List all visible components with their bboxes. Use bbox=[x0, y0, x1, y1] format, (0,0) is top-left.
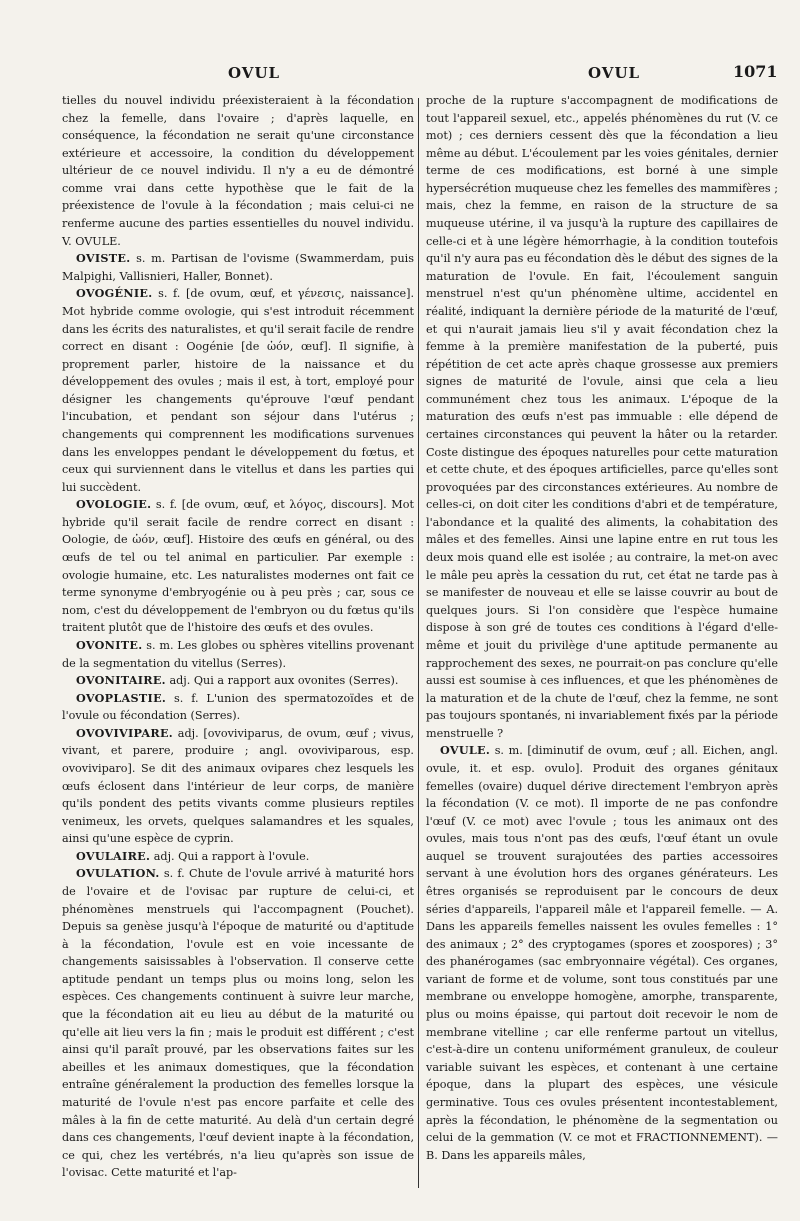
entry-oviste bbox=[62, 250, 414, 285]
headword: OVOLOGIE. bbox=[76, 497, 152, 512]
definition: s. m. [diminutif de ovum, œuf ; all. Eichen, angl. ovule, it. et esp. ovulo]. Produit des organes génitaux femelles (ovaire) duquel dérive directement l'embryon après la fécondation (V. ce mot). Il importe de ne pas confondre l'œuf (V. ce mot) avec l'ovule ; tous les animaux ont des ovules, mais tous n'ont pas des œufs, l'œuf étant un ovule auquel se trouvent surajoutées des parties accessoires servant à une évolution hors des organes générateurs. Les êtres organisés se reproduisent par le concours de deux séries d'appareils, l'appareil mâle et l'appareil femelle. — A. Dans les appareils femelles naissent les ovules femelles : 1° des animaux ; 2° des cryptogames (spores et zoospores) ; 3° des phanérogames (sac embryonnaire végétal). Ces organes, variant de forme et de volume, sont tous constitués par une membrane ou enveloppe homogène, amorphe, transparente, plus ou moins épaisse, qui partout doit recevoir le nom de membrane vitelline ; car elle renferme partout un vitellus, c'est-à-dire un contenu uniformément granuleux, de couleur variable suivant les espèces, et contenant à une certaine époque, dans la plupart des espèces, une vésicule germinative. Tous ces ovules présentent incontestablement, après la fécondation, le phénomène de la segmentation ou celui de la gemmation (V. ce mot et FRACTIONNEMENT). — B. Dans les appareils mâles, bbox=[426, 744, 779, 1162]
definition: s. f. Chute de l'ovule arrivé à maturité hors de l'ovaire et de l'ovisac par rupture de celui-ci, et phénomènes menstruels qui l'accompagnent (Pouchet). Depuis sa genèse jusqu'à l'époque de maturité ou d'aptitude à la fécondation, l'ovule est en voie incessante de changements saisissables à l'observation. Il conserve cette aptitude pendant un temps plus ou moins long, selon les espèces. Ces changements continuent à suivre leur marche, que la fécondation ait eu lieu au début de la maturité ou qu'elle ait lieu vers la fin ; mais le produit est différent ; c'est ainsi qu'il paraît prouvé, par les observations faites sur les abeilles et les animaux domestiques, que la fécondation entraîne généralement la production des femelles lorsque la maturité de l'ovule n'est pas encore parfaite et celle des mâles à la fin de cette maturité. Au delà d'un certain degré dans ces changements, l'œuf devient inapte à la fécondation, ce qui, chez les vertébrés, n'a lieu qu'après son issue de l'ovisac. Cette maturité et l'ap- bbox=[62, 867, 414, 1180]
entry-ovovivipare bbox=[62, 725, 414, 848]
headword: OVOPLASTIE. bbox=[76, 690, 167, 705]
definition: adj. [ovoviviparus, de ovum, œuf ; vivus, vivant, et parere, produire ; angl. ovoviviparous, esp. ovoviviparo]. Se dit des animaux ovipares chez lesquels les œufs éclosent dans l'intérieur de leur corps, de manière qu'ils pondent des petits vivants comme plusieurs reptiles venimeux, les orvets, quelques salamandres et les squales, ainsi qu'une espèce de cyprin. bbox=[62, 726, 415, 846]
definition: s. m. Les globes ou sphères vitellins provenant de la segmentation du vitellus (Serres). bbox=[62, 638, 415, 670]
definition: adj. Qui a rapport aux ovonites (Serres). bbox=[169, 674, 399, 688]
definition: s. m. Partisan de l'ovisme (Swammerdam, puis Malpighi, Vallisnieri, Haller, Bonnet). bbox=[62, 252, 414, 283]
running-head-left: OVUL bbox=[228, 64, 281, 82]
entry-ovule bbox=[426, 742, 778, 1164]
headword: OVOVIVIPARE. bbox=[76, 725, 174, 740]
definition: s. f. [de ovum, œuf, et λόγος, discours]. Mot hybride qu'il serait facile de rendre correct en disant : Oologie, de ὠόν, œuf]. Histoire des œufs en général, ou des œufs de tel ou tel animal en particulier. Par exemple : ovologie humaine, etc. Les naturalistes modernes ont fait ce terme synonyme d'embryogénie ou à peu près ; car, sous ce nom, c'est du développement de l'embryon ou du fœtus qu'ils traitent plutôt que de l'histoire des œufs et des ovules. bbox=[62, 498, 414, 635]
page-number: 1071 bbox=[733, 62, 778, 81]
definition: s. f. L'union des spermatozoïdes et de l'ovule ou fécondation (Serres). bbox=[62, 691, 414, 723]
entry-ovogenie bbox=[62, 285, 414, 496]
entry-ovologie bbox=[62, 496, 414, 637]
running-head-right: OVUL bbox=[588, 64, 641, 82]
entry-ovoplastie bbox=[62, 690, 414, 725]
column-divider bbox=[418, 98, 419, 1188]
entry-ovonite bbox=[62, 637, 414, 672]
headword: OVONITAIRE. bbox=[76, 673, 166, 688]
definition: s. f. [de ovum, œuf, et γένεσις, naissance]. Mot hybride comme ovologie, qui s'est introduit récemment dans les écrits des naturalistes, et qu'il serait facile de rendre correct en disant : Oogénie [de ὠόν, œuf]. Il signifie, à proprement parler, histoire de la naissance et du développement des ovules ; mais il est, à tort, employé pour désigner les changements qu'éprouve l'œuf pendant l'incubation, et pendant son séjour dans l'utérus ; changements qui comprennent les modifications survenues dans les enveloppes pendant le développement du fœtus, et ceux qui surviennent dans le vitellus et dans les parties qui lui succèdent. bbox=[62, 287, 414, 494]
entry-ovonitaire bbox=[62, 672, 414, 690]
entry-continuation: tielles du nouvel individu préexisteraient à la fécondation chez la femelle, dans l'ovaire ; d'après laquelle, en conséquence, la fécondation ne serait qu'une circonstance extérieure et accessoire, la condition du développement ultérieur de ce nouvel individu. Il n'y a eu de démontré comme vrai dans cette hypothèse que le fait de la préexistence de l'ovule à la fécondation ; mais celui-ci ne renferme aucune des parties essentielles du nouvel individu. V. OVULE. bbox=[62, 94, 414, 248]
right-column bbox=[426, 92, 778, 1164]
headword: OVULAIRE. bbox=[76, 848, 151, 863]
entry-ovulaire bbox=[62, 848, 414, 866]
headword: OVULATION. bbox=[76, 866, 160, 881]
headword: OVOGÉNIE. bbox=[76, 286, 153, 301]
entry-continuation: proche de la rupture s'accompagnent de modifications de tout l'appareil sexuel, etc., appelés phénomènes du rut (V. ce mot) ; ces derniers cessent dès que la fécondation a lieu même au début. L'écoulement par les voies génitales, dernier terme de ces modifications, est borné à une simple hypersécrétion muqueuse chez les femelles des mammifères ; mais, chez la femme, en raison de la structure de sa muqueuse utérine, il va jusqu'à la rupture des capillaires de celle-ci et à une légère hémorrhagie, à la condition toutefois qu'il n'y aura pas eu fécondation dès le début des signes de la maturation de l'ovule. En fait, l'écoulement sanguin menstruel n'est qu'un phénomène ultime, accidentel en réalité, indiquant la dernière période de la maturité de l'œuf, et qui n'aurait jamais lieu s'il y avait fécondation chez la femme à la première manifestation de la puberté, puis répétition de cet acte après chaque grossesse aux premiers signes de maturité de l'ovule, ainsi que cela a lieu communément chez tous les animaux. L'époque de la maturation des œufs n'est pas immuable : elle dépend de certaines circonstances qui peuvent la hâter ou la retarder. Coste distingue des époques naturelles pour cette maturation et cette chute, et des époques artificielles, parce qu'elles sont provoquées par des circonstances extérieures. Au nombre de celles-ci, on doit citer les conditions d'abri et de température, l'abondance et la qualité des aliments, la cohabitation des mâles et des femelles. Ainsi une lapine entre en rut tous les deux mois quand elle est isolée ; au contraire, la met-on avec le mâle peu après la cessation du rut, cet état ne tarde pas à se manifester de nouveau et elle se laisse couvrir au bout de quelques jours. Si l'on considère que l'espèce humaine dispose à son gré de toutes ces conditions à l'égard d'elle-même et jouit du privilège d'une aptitude permanente au rapprochement des sexes, ne pourrait-on pas conclure qu'elle aussi est soumise à ces influences, et que les phénomènes de la maturation et de la chute de l'œuf, chez la femme, ne sont pas toujours spontanés, ni invariablement fixés par la période menstruelle ? bbox=[426, 94, 778, 740]
entry-ovulation bbox=[62, 865, 414, 1181]
headword: OVONITE. bbox=[76, 637, 143, 652]
headword: OVISTE. bbox=[76, 251, 131, 266]
definition: adj. Qui a rapport à l'ovule. bbox=[153, 849, 310, 863]
left-column bbox=[62, 92, 414, 1182]
headword: OVULE. bbox=[440, 743, 491, 758]
